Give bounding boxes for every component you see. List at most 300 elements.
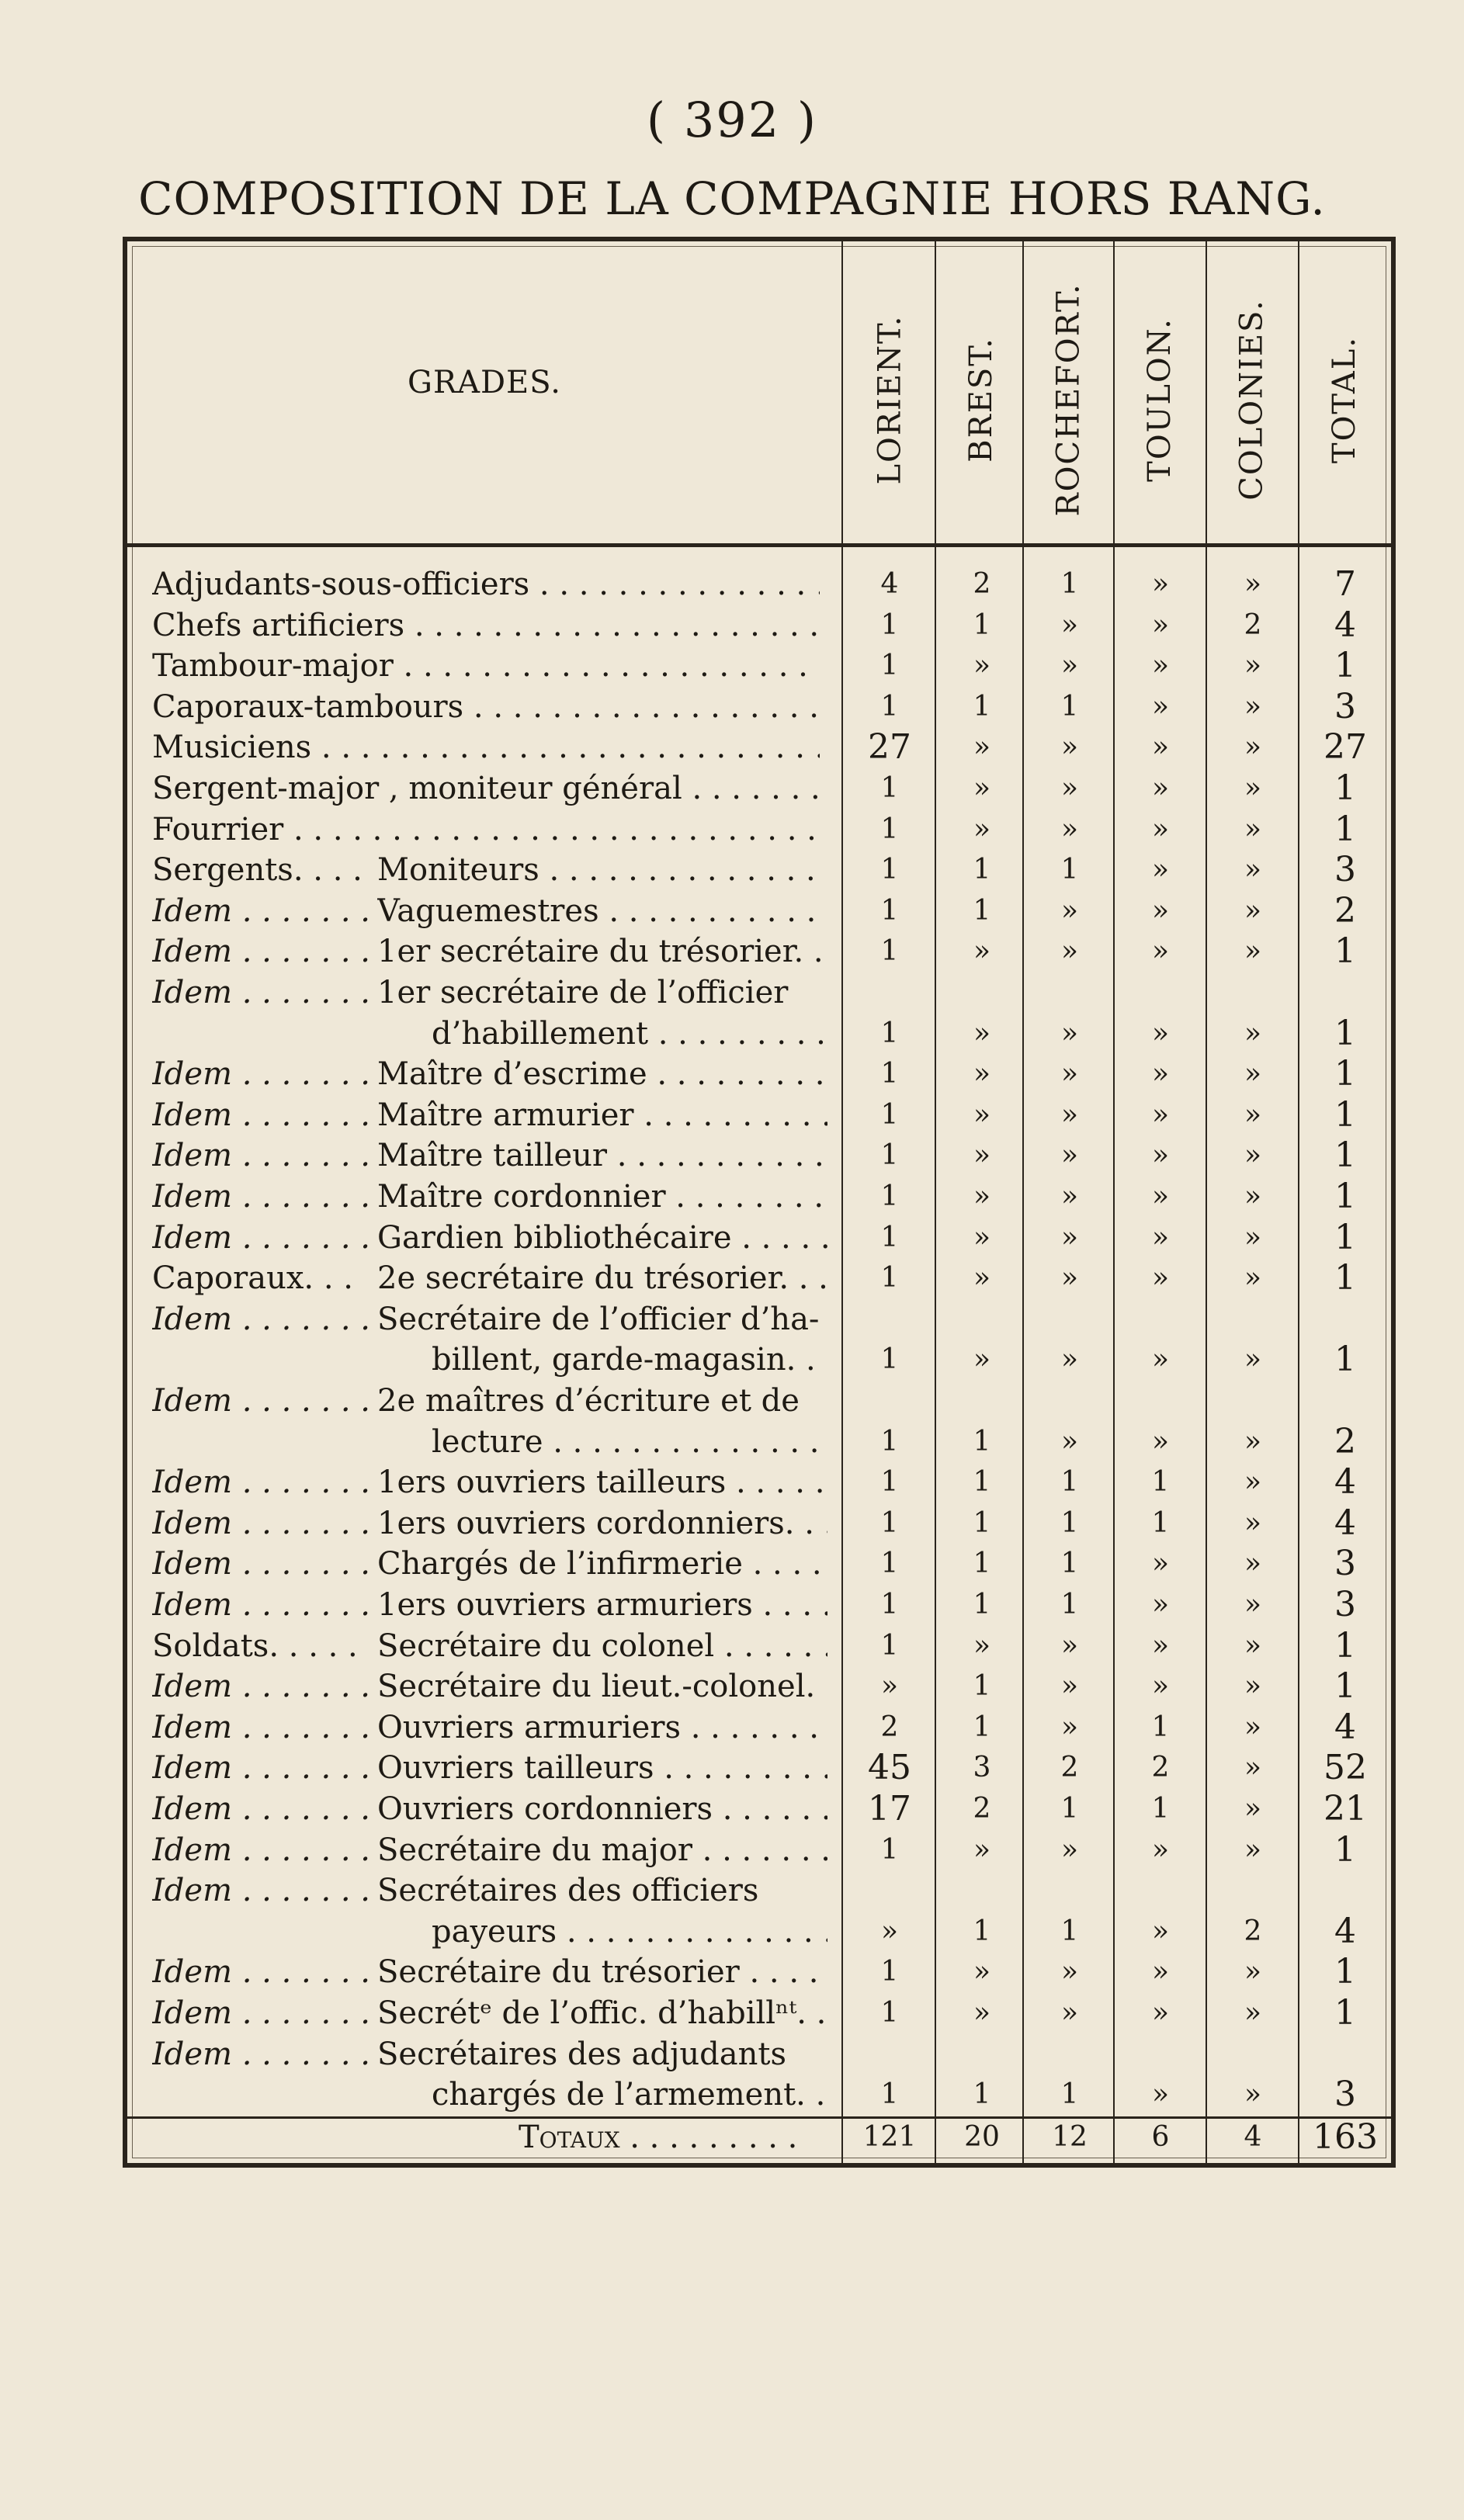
cell-rochefort: 2 — [1060, 1752, 1079, 1784]
row-grade-label: Tambour-major . . . — [152, 646, 820, 686]
row-grade-label: Idem . . . — [152, 1952, 373, 1992]
cell-toulon: 1 — [1151, 1711, 1170, 1743]
cell-rochefort: » — [1060, 1343, 1079, 1376]
cell-total: 1 — [1334, 931, 1356, 972]
table-row-continuation — [152, 2075, 827, 2115]
cell-lorient: 1 — [880, 608, 899, 641]
cell-total: 1 — [1334, 1666, 1356, 1707]
cell-lorient: 1 — [880, 1425, 899, 1458]
cell-brest: 1 — [973, 1548, 991, 1580]
cell-brest: 1 — [973, 608, 991, 641]
cell-colonies: » — [1244, 1752, 1262, 1784]
row-function-label: Secrétaire du trésorier . . . — [377, 1952, 827, 1992]
cell-total: 27 — [1323, 727, 1367, 768]
cell-lorient: 1 — [880, 2078, 899, 2111]
table-row — [152, 809, 827, 850]
cell-toulon: » — [1151, 1670, 1170, 1703]
cell-lorient: 1 — [880, 1221, 899, 1253]
cell-colonies: » — [1244, 813, 1262, 845]
cell-toulon: 1 — [1151, 1466, 1170, 1499]
cell-colonies: » — [1244, 1589, 1262, 1620]
cell-toulon: » — [1151, 1343, 1170, 1376]
cell-colonies: » — [1244, 894, 1262, 927]
cell-brest: 1 — [973, 1711, 991, 1743]
cell-brest: » — [973, 731, 991, 764]
cell-toulon: » — [1151, 1833, 1170, 1866]
row-function-label: 2e secrétaire du trésorier. . . . . — [377, 1258, 827, 1298]
row-function-continuation: billent, garde-magasin. . . . . — [432, 1340, 827, 1380]
cell-toulon: » — [1151, 1058, 1170, 1090]
cell-rochefort: 1 — [1060, 1466, 1079, 1499]
cell-brest: » — [973, 1221, 991, 1253]
table-row — [152, 1993, 827, 2033]
cell-toulon: » — [1151, 2078, 1170, 2111]
cell-toulon: » — [1151, 608, 1170, 641]
row-function-label: Gardien bibliothécaire . . . — [377, 1218, 827, 1258]
cell-brest: 2 — [973, 1793, 991, 1825]
cell-brest: » — [973, 1262, 991, 1295]
cell-brest: » — [973, 650, 991, 682]
cell-rochefort: » — [1060, 935, 1079, 968]
table-row — [152, 727, 827, 768]
cell-brest: 1 — [973, 690, 991, 723]
cell-total: 4 — [1334, 1707, 1356, 1747]
cell-lorient: » — [880, 1670, 899, 1703]
table-row — [152, 2034, 827, 2075]
page-title: COMPOSITION DE LA COMPAGNIE HORS RANG. — [138, 172, 1326, 225]
row-function-label: Secrétᵉ de l’offic. d’habillⁿᵗ. . . . . — [377, 1993, 827, 2033]
cell-toulon: » — [1151, 1548, 1170, 1580]
cell-toulon: » — [1151, 1589, 1170, 1620]
row-grade-label: Adjudants-sous-officiers . . . — [152, 564, 820, 605]
cell-total: 3 — [1334, 1585, 1356, 1624]
total-colonies: 4 — [1244, 2121, 1262, 2153]
row-function-label: Maître tailleur . . . — [377, 1135, 827, 1176]
cell-total: 2 — [1334, 890, 1356, 931]
cell-total: 1 — [1334, 1258, 1356, 1298]
column-header-grades: GRADES. — [408, 365, 561, 400]
cell-colonies: » — [1244, 650, 1262, 682]
cell-total: 1 — [1334, 1054, 1356, 1094]
cell-toulon: » — [1151, 731, 1170, 764]
cell-brest: » — [973, 1098, 991, 1131]
cell-rochefort: 1 — [1060, 854, 1079, 886]
table-row — [152, 1218, 827, 1258]
row-function-continuation: chargés de l’armement. . . . . — [432, 2075, 827, 2115]
table-row — [152, 1299, 827, 1340]
cell-toulon: » — [1151, 813, 1170, 845]
table-row — [152, 1585, 827, 1625]
row-grade-label: Idem . . . — [152, 1585, 373, 1625]
cell-brest: 2 — [973, 568, 991, 600]
cell-colonies: » — [1244, 731, 1262, 764]
cell-colonies: » — [1244, 1466, 1262, 1499]
table-row — [152, 1748, 827, 1788]
cell-brest: 1 — [973, 1466, 991, 1499]
cell-total: 3 — [1334, 1544, 1356, 1584]
cell-rochefort: » — [1060, 1180, 1079, 1212]
cell-toulon: 1 — [1151, 1793, 1170, 1825]
cell-colonies: » — [1244, 772, 1262, 804]
table-row — [152, 1830, 827, 1870]
cell-rochefort: » — [1060, 1221, 1079, 1253]
cell-total: 1 — [1334, 1217, 1356, 1257]
cell-total: 1 — [1334, 1094, 1356, 1135]
cell-brest: 1 — [973, 1506, 991, 1539]
row-grade-label: Sergent-major , moniteur général . . . — [152, 768, 820, 809]
cell-rochefort: » — [1060, 1711, 1079, 1743]
row-grade-label: Chefs artificiers . . . — [152, 605, 820, 646]
table-row — [152, 1952, 827, 1992]
row-grade-label: Soldats. . . . . — [152, 1627, 358, 1664]
row-function-label: Ouvriers armuriers . . . — [377, 1707, 827, 1748]
row-function-label: Ouvriers cordonniers . . . — [377, 1789, 827, 1829]
cell-brest: » — [973, 1956, 991, 1988]
cell-lorient: 4 — [880, 568, 899, 600]
row-function-label: Secrétaire du lieut.-colonel. . . . — [377, 1666, 827, 1707]
cell-brest: » — [973, 1139, 991, 1172]
table-row — [152, 564, 827, 605]
cell-toulon: » — [1151, 1629, 1170, 1662]
cell-colonies: » — [1244, 1343, 1262, 1376]
cell-lorient: 1 — [880, 935, 899, 968]
row-grade-label: Sergents. . . . — [152, 852, 363, 889]
cell-brest: 1 — [973, 894, 991, 927]
cell-total: 1 — [1334, 646, 1356, 686]
cell-toulon: » — [1151, 1180, 1170, 1212]
cell-rochefort: 1 — [1060, 1506, 1079, 1539]
cell-toulon: » — [1151, 772, 1170, 804]
cell-colonies: » — [1244, 1956, 1262, 1988]
cell-toulon: » — [1151, 1139, 1170, 1172]
cell-lorient: 1 — [880, 650, 899, 682]
row-grade-label: Fourrier . . . — [152, 809, 820, 850]
row-grade-label: Idem . . . — [152, 2034, 373, 2075]
cell-toulon: » — [1151, 568, 1170, 600]
cell-colonies: » — [1244, 854, 1262, 886]
cell-rochefort: » — [1060, 1262, 1079, 1295]
cell-colonies: » — [1244, 1180, 1262, 1212]
cell-brest: 3 — [973, 1752, 991, 1784]
table-row-continuation — [152, 1340, 827, 1380]
row-grade-label: Idem . . . — [152, 1544, 373, 1584]
cell-colonies: » — [1244, 1670, 1262, 1703]
row-function-label: 2e maîtres d’écriture et de — [377, 1383, 800, 1419]
cell-total: 4 — [1334, 1911, 1356, 1951]
cell-lorient: 1 — [880, 1139, 899, 1172]
row-grade-label: Idem . . . — [152, 1707, 373, 1748]
cell-lorient: 1 — [880, 1343, 899, 1376]
cell-brest: » — [973, 1629, 991, 1662]
cell-brest: 1 — [973, 1425, 991, 1458]
table-row — [152, 1666, 827, 1707]
cell-lorient: 1 — [880, 690, 899, 723]
cell-total: 1 — [1334, 1135, 1356, 1176]
cell-rochefort: » — [1060, 1425, 1079, 1458]
table-row — [152, 605, 827, 646]
cell-colonies: » — [1244, 1793, 1262, 1825]
row-function-continuation: lecture . . . — [432, 1422, 827, 1462]
cell-brest: » — [973, 772, 991, 804]
row-grade-label: Idem . . . — [152, 1830, 373, 1870]
cell-toulon: » — [1151, 1098, 1170, 1131]
row-grade-label: Idem . . . — [152, 1503, 373, 1544]
row-grade-label: Idem . . . — [152, 1095, 373, 1135]
row-function-label: Secrétaires des adjudants — [377, 2036, 786, 2072]
row-function-label: Chargés de l’infirmerie . . . — [377, 1544, 827, 1584]
cell-colonies: » — [1244, 1629, 1262, 1662]
cell-total: 1 — [1334, 1625, 1356, 1666]
total-rochefort: 12 — [1052, 2121, 1088, 2153]
table-row — [152, 891, 827, 931]
cell-brest: » — [973, 1997, 991, 2029]
column-header-colonies: COLONIES. — [1234, 299, 1271, 501]
cell-toulon: » — [1151, 1262, 1170, 1295]
cell-toulon: » — [1151, 1915, 1170, 1947]
column-header-total: TOTAL. — [1327, 335, 1363, 464]
table-row — [152, 1258, 827, 1298]
cell-total: 4 — [1334, 1462, 1356, 1503]
row-function-label: Maître d’escrime . . . — [377, 1054, 827, 1094]
totals-row — [0, 2117, 1464, 2158]
cell-total: 3 — [1334, 686, 1356, 726]
cell-lorient: 1 — [880, 1997, 899, 2029]
cell-colonies: » — [1244, 1833, 1262, 1866]
cell-lorient: » — [880, 1915, 899, 1947]
cell-rochefort: » — [1060, 650, 1079, 682]
table-row — [152, 1707, 827, 1748]
cell-lorient: 17 — [868, 1789, 911, 1828]
cell-total: 1 — [1334, 809, 1356, 849]
cell-toulon: » — [1151, 1017, 1170, 1049]
cell-rochefort: 1 — [1060, 2078, 1079, 2111]
cell-rochefort: 1 — [1060, 568, 1079, 600]
cell-brest: » — [973, 813, 991, 845]
page-number: ( 392 ) — [646, 92, 818, 148]
table-row — [152, 1544, 827, 1584]
cell-lorient: 1 — [880, 1833, 899, 1866]
cell-rochefort: » — [1060, 813, 1079, 845]
table-row — [152, 850, 827, 890]
cell-brest: » — [973, 1180, 991, 1212]
cell-lorient: 1 — [880, 894, 899, 927]
cell-lorient: 1 — [880, 1589, 899, 1620]
cell-brest: 1 — [973, 1670, 991, 1703]
cell-lorient: 27 — [868, 727, 911, 768]
row-function-continuation: payeurs . . . — [432, 1912, 827, 1952]
cell-rochefort: » — [1060, 1058, 1079, 1090]
table-row — [152, 768, 827, 809]
row-grade-label: Idem . . . — [152, 1666, 373, 1707]
row-grade-label: Idem . . . — [152, 972, 373, 1013]
cell-brest: » — [973, 935, 991, 968]
cell-brest: 1 — [973, 1915, 991, 1947]
cell-toulon: » — [1151, 1997, 1170, 2029]
cell-total: 4 — [1334, 1503, 1356, 1543]
cell-lorient: 1 — [880, 813, 899, 845]
cell-rochefort: » — [1060, 1997, 1079, 2029]
table-row — [152, 1626, 827, 1666]
cell-lorient: 1 — [880, 1466, 899, 1499]
cell-lorient: 1 — [880, 1098, 899, 1131]
row-grade-label: Caporaux. . . — [152, 1260, 354, 1297]
cell-rochefort: » — [1060, 1670, 1079, 1703]
cell-colonies: » — [1244, 1139, 1262, 1172]
row-function-label: 1ers ouvriers tailleurs . . . — [377, 1462, 827, 1503]
cell-lorient: 2 — [880, 1711, 899, 1743]
cell-colonies: » — [1244, 1017, 1262, 1049]
cell-brest: » — [973, 1017, 991, 1049]
cell-brest: » — [973, 1343, 991, 1376]
cell-colonies: » — [1244, 1098, 1262, 1131]
cell-colonies: » — [1244, 1506, 1262, 1539]
table-row — [152, 1503, 827, 1544]
cell-rochefort: » — [1060, 1833, 1079, 1866]
cell-total: 7 — [1334, 564, 1356, 604]
cell-rochefort: 1 — [1060, 690, 1079, 723]
table-row — [152, 1095, 827, 1135]
cell-total: 1 — [1334, 1177, 1356, 1216]
total-toulon: 6 — [1151, 2121, 1170, 2153]
cell-colonies: » — [1244, 1221, 1262, 1253]
cell-total: 52 — [1323, 1748, 1367, 1788]
row-grade-label: Idem . . . — [152, 891, 373, 931]
total-lorient: 121 — [862, 2121, 917, 2153]
row-grade-label: Idem . . . — [152, 1993, 373, 2033]
row-function-label: Ouvriers tailleurs . . . — [377, 1748, 827, 1788]
cell-colonies: » — [1244, 1058, 1262, 1090]
row-function-label: Vaguemestres . . . — [377, 891, 827, 931]
row-grade-label: Idem . . . — [152, 1135, 373, 1176]
row-function-label: 1ers ouvriers armuriers . . . — [377, 1585, 827, 1625]
row-grade-label: Caporaux-tambours . . . — [152, 687, 820, 727]
cell-lorient: 1 — [880, 1506, 899, 1539]
table-row — [152, 1870, 827, 1911]
cell-colonies: » — [1244, 1997, 1262, 2029]
cell-rochefort: » — [1060, 1139, 1079, 1172]
row-grade-label: Idem . . . — [152, 931, 373, 972]
row-grade-label: Idem . . . — [152, 1870, 373, 1911]
row-function-label: Secrétaire du colonel . . . — [377, 1626, 827, 1666]
cell-lorient: 1 — [880, 1017, 899, 1049]
column-header-brest: BREST. — [963, 337, 1000, 463]
total-brest: 20 — [964, 2121, 1000, 2153]
cell-rochefort: » — [1060, 1098, 1079, 1131]
table-row-continuation — [152, 1912, 827, 1952]
row-grade-label: Idem . . . — [152, 1748, 373, 1788]
row-function-label: Maître cordonnier . . . — [377, 1177, 827, 1217]
column-header-lorient: LORIENT. — [872, 314, 907, 485]
table-row-continuation — [152, 1014, 827, 1054]
table-row — [152, 1462, 827, 1503]
cell-lorient: 1 — [880, 1956, 899, 1988]
row-grade-label: Idem . . . — [152, 1218, 373, 1258]
cell-toulon: » — [1151, 854, 1170, 886]
cell-colonies: 2 — [1244, 608, 1262, 641]
row-grade-label: Idem . . . — [152, 1299, 373, 1340]
cell-rochefort: » — [1060, 608, 1079, 641]
cell-colonies: 2 — [1244, 1915, 1262, 1947]
table-row — [152, 931, 827, 972]
column-header-toulon: TOULON. — [1142, 317, 1178, 482]
cell-toulon: » — [1151, 1425, 1170, 1458]
row-grade-label: Idem . . . — [152, 1462, 373, 1503]
table-row — [152, 646, 827, 686]
cell-total: 1 — [1334, 1340, 1356, 1380]
cell-colonies: » — [1244, 1425, 1262, 1458]
totals-label: Totaux . . . — [519, 2117, 797, 2158]
header-rule — [123, 543, 1396, 547]
table-row — [152, 687, 827, 727]
cell-toulon: » — [1151, 1221, 1170, 1253]
cell-toulon: 1 — [1151, 1506, 1170, 1539]
cell-toulon: 2 — [1151, 1752, 1170, 1784]
cell-rochefort: 1 — [1060, 1589, 1079, 1620]
cell-total: 4 — [1334, 605, 1356, 645]
column-header-rochefort: ROCHEFORT. — [1051, 283, 1088, 517]
row-function-label: Maître armurier . . . — [377, 1095, 827, 1135]
cell-lorient: 1 — [880, 1629, 899, 1662]
cell-rochefort: » — [1060, 1629, 1079, 1662]
cell-toulon: » — [1151, 690, 1170, 723]
cell-lorient: 1 — [880, 1058, 899, 1090]
row-grade-label: Musiciens . . . — [152, 727, 820, 768]
cell-toulon: » — [1151, 894, 1170, 927]
cell-colonies: » — [1244, 690, 1262, 723]
cell-total: 3 — [1334, 2075, 1356, 2115]
cell-total: 2 — [1334, 1421, 1356, 1461]
cell-colonies: » — [1244, 2078, 1262, 2111]
row-function-label: Secrétaire du major . . . — [377, 1830, 827, 1870]
cell-colonies: » — [1244, 1711, 1262, 1743]
cell-total: 3 — [1334, 850, 1356, 890]
cell-rochefort: » — [1060, 894, 1079, 927]
cell-rochefort: 1 — [1060, 1548, 1079, 1580]
cell-total: 1 — [1334, 768, 1356, 808]
cell-toulon: » — [1151, 1956, 1170, 1988]
total-total: 163 — [1313, 2117, 1378, 2157]
row-function-label: Secrétaires des officiers — [377, 1873, 759, 1909]
cell-total: 21 — [1323, 1789, 1367, 1828]
cell-colonies: » — [1244, 1548, 1262, 1580]
table-row — [152, 1135, 827, 1176]
cell-rochefort: 1 — [1060, 1915, 1079, 1947]
row-grade-label: Idem . . . — [152, 1054, 373, 1094]
cell-brest: 1 — [973, 2078, 991, 2111]
row-function-continuation: d’habillement . . . — [432, 1014, 827, 1054]
cell-brest: » — [973, 1058, 991, 1090]
cell-colonies: » — [1244, 568, 1262, 600]
table-row — [152, 1177, 827, 1217]
cell-total: 1 — [1334, 1952, 1356, 1992]
cell-brest: 1 — [973, 854, 991, 886]
cell-colonies: » — [1244, 1262, 1262, 1295]
row-function-label: 1er secrétaire du trésorier. . . . . — [377, 931, 827, 972]
row-grade-label: Idem . . . — [152, 1381, 373, 1421]
table-row — [152, 1381, 827, 1421]
cell-total: 1 — [1334, 1829, 1356, 1870]
cell-brest: 1 — [973, 1589, 991, 1620]
cell-rochefort: » — [1060, 1956, 1079, 1988]
row-function-label: Secrétaire de l’officier d’ha- — [377, 1301, 820, 1337]
cell-lorient: 1 — [880, 1262, 899, 1295]
cell-toulon: » — [1151, 650, 1170, 682]
row-function-label: 1ers ouvriers cordonniers. . . . . — [377, 1503, 827, 1544]
row-function-label: Moniteurs . . . — [377, 850, 827, 890]
cell-colonies: » — [1244, 935, 1262, 968]
cell-lorient: 1 — [880, 772, 899, 804]
row-function-label: 1er secrétaire de l’officier — [377, 975, 789, 1010]
